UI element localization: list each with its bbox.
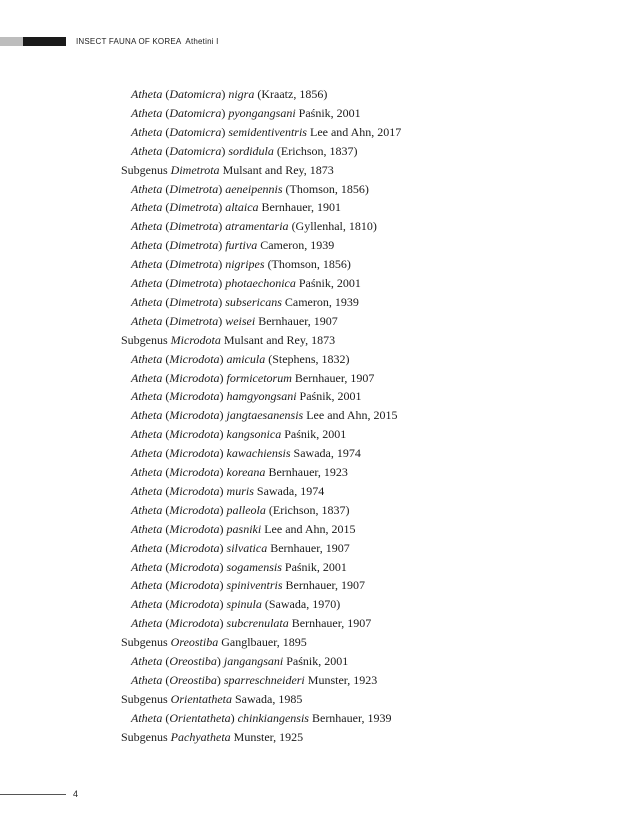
author-citation: Bernhauer, 1901 <box>261 200 342 215</box>
author-citation: Cameron, 1939 <box>284 294 359 309</box>
species-entry: Atheta (Microdota) jangtaesanensis Lee and Ahn, 2015 <box>131 408 398 423</box>
genus-name: Atheta <box>131 654 163 668</box>
subgenus-heading <box>121 333 335 347</box>
species-epithet: nigra <box>228 87 255 101</box>
subgenus-prefix: Subgenus <box>121 729 168 744</box>
subgenus-name: Microdota <box>170 332 221 347</box>
author-citation: Bernhauer, 1907 <box>285 578 366 593</box>
species-epithet: pyongangsani <box>228 105 296 120</box>
subgenus-name: Microdota <box>169 465 220 479</box>
header-black-bar <box>23 37 66 46</box>
genus-name: Atheta <box>131 276 163 290</box>
species-entry: Atheta (Microdota) kangsonica Paśnik, 2001 <box>131 427 347 442</box>
author-citation: (Thomson, 1856) <box>285 181 369 196</box>
genus-name: Atheta <box>131 351 163 366</box>
genus-name: Atheta <box>131 408 163 423</box>
genus-name: Atheta <box>131 521 163 536</box>
author-citation: Lee and Ahn, 2017 <box>309 124 402 139</box>
genus-name: Atheta <box>131 124 163 139</box>
author-citation: Bernhauer, 1907 <box>294 370 375 385</box>
species-epithet: nigripes <box>225 257 265 272</box>
genus-name: Atheta <box>131 143 163 158</box>
subgenus-name: Oreostiba <box>170 635 219 650</box>
species-entry: Atheta (Microdota) amicula (Stephens, 1832) <box>131 351 350 366</box>
subgenus-prefix: Subgenus <box>121 162 168 177</box>
genus-name: Atheta <box>131 465 163 479</box>
species-epithet: palleola <box>226 502 266 517</box>
author-citation: Bernhauer, 1923 <box>268 465 348 479</box>
header-gray-bar <box>0 37 23 46</box>
species-epithet: aeneipennis <box>225 181 283 196</box>
author-citation: Lee and Ahn, 2015 <box>306 408 398 423</box>
species-entry: Atheta (Datomicra) semidentiventris Lee and Ahn, 2017 <box>131 124 402 139</box>
species-entry: Atheta (Microdota) silvatica Bernhauer, 1907 <box>131 540 350 555</box>
species-entry: Atheta (Microdota) muris Sawada, 1974 <box>131 483 325 498</box>
subgenus-name: Dimetrota <box>169 257 219 272</box>
species-epithet: kawachiensis <box>226 446 291 461</box>
author-citation: Bernhauer, 1907 <box>270 540 350 555</box>
subgenus-name: Dimetrota <box>169 219 219 234</box>
species-entry: Atheta (Orientatheta) chinkiangensis Bernhauer, 1939 <box>131 710 392 725</box>
species-epithet: furtiva <box>225 238 258 253</box>
genus-name: Atheta <box>131 616 163 631</box>
subgenus-name: Dimetrota <box>169 276 219 290</box>
author-citation: Lee and Ahn, 2015 <box>264 521 356 536</box>
genus-name: Atheta <box>131 294 163 309</box>
species-entry: Atheta (Dimetrota) photaechonica Paśnik, 2001 <box>131 276 361 290</box>
genus-name: Atheta <box>131 87 163 101</box>
species-entry: Atheta (Microdota) spiniventris Bernhauer, 1907 <box>131 578 366 593</box>
species-entry: Atheta (Dimetrota) furtiva Cameron, 1939 <box>131 238 335 253</box>
genus-name: Atheta <box>131 313 163 328</box>
genus-name: Atheta <box>131 483 163 498</box>
genus-name: Atheta <box>131 427 163 442</box>
subgenus-name: Microdota <box>169 351 220 366</box>
subgenus-name: Dimetrota <box>169 313 219 328</box>
subgenus-name: Microdota <box>169 389 220 404</box>
subgenus-prefix: Subgenus <box>121 635 168 650</box>
genus-name: Atheta <box>131 559 163 574</box>
author-citation: Sawada, 1985 <box>235 691 303 706</box>
genus-name: Atheta <box>131 540 163 555</box>
species-entry: Atheta (Microdota) koreana Bernhauer, 1923 <box>131 465 348 479</box>
subgenus-heading <box>121 692 302 706</box>
species-epithet: sordidula <box>228 143 274 158</box>
author-citation: Paśnik, 2001 <box>298 105 361 120</box>
author-citation: Bernhauer, 1907 <box>291 616 372 631</box>
genus-name: Atheta <box>131 672 163 687</box>
author-citation: Mulsant and Rey, 1873 <box>223 332 336 347</box>
genus-name: Atheta <box>131 389 163 404</box>
species-epithet: sogamensis <box>226 559 282 574</box>
author-citation: Paśnik, 2001 <box>286 654 349 668</box>
subgenus-name: Microdota <box>169 408 220 423</box>
species-epithet: photaechonica <box>225 276 296 290</box>
species-entry: Atheta (Dimetrota) subsericans Cameron, 1939 <box>131 294 359 309</box>
subgenus-name: Datomicra <box>169 87 222 101</box>
header-subtitle: Athetini I <box>185 37 219 46</box>
species-epithet: jangangsani <box>223 654 284 668</box>
author-citation: (Thomson, 1856) <box>267 257 351 272</box>
species-entry: Atheta (Dimetrota) weisei Bernhauer, 1907 <box>131 313 338 328</box>
species-epithet: amicula <box>226 351 266 366</box>
genus-name: Atheta <box>131 502 163 517</box>
species-entry: Atheta (Microdota) hamgyongsani Paśnik, 2001 <box>131 389 362 404</box>
genus-name: Atheta <box>131 181 163 196</box>
species-entry: Atheta (Datomicra) nigra (Kraatz, 1856) <box>131 87 328 101</box>
subgenus-name: Microdota <box>169 502 220 517</box>
species-entry: Atheta (Microdota) palleola (Erichson, 1837) <box>131 502 350 517</box>
species-entry: Atheta (Dimetrota) nigripes (Thomson, 1856) <box>131 257 351 272</box>
subgenus-name: Orientatheta <box>169 710 231 725</box>
subgenus-name: Microdota <box>169 559 220 574</box>
subgenus-name: Dimetrota <box>169 294 219 309</box>
species-epithet: altaica <box>225 200 259 215</box>
species-entry: Atheta (Dimetrota) atramentaria (Gyllenhal, 1810) <box>131 219 377 234</box>
genus-name: Atheta <box>131 219 163 234</box>
species-epithet: atramentaria <box>225 219 289 234</box>
genus-name: Atheta <box>131 446 163 461</box>
genus-name: Atheta <box>131 257 163 272</box>
genus-name: Atheta <box>131 370 163 385</box>
subgenus-prefix: Subgenus <box>121 691 168 706</box>
species-epithet: formicetorum <box>226 370 292 385</box>
author-citation: Mulsant and Rey, 1873 <box>222 162 334 177</box>
species-epithet: chinkiangensis <box>237 710 309 725</box>
subgenus-name: Dimetrota <box>169 238 219 253</box>
subgenus-name: Microdota <box>169 578 220 593</box>
species-epithet: spinula <box>226 597 262 612</box>
author-citation: (Gyllenhal, 1810) <box>291 219 377 234</box>
species-entry: Atheta (Dimetrota) altaica Bernhauer, 1901 <box>131 200 342 215</box>
subgenus-name: Microdota <box>169 616 220 631</box>
species-entry: Atheta (Microdota) pasniki Lee and Ahn, 2015 <box>131 521 356 536</box>
species-entry: Atheta (Datomicra) sordidula (Erichson, 1837) <box>131 143 358 158</box>
genus-name: Atheta <box>131 105 163 120</box>
subgenus-name: Microdota <box>169 597 220 612</box>
species-entry: Atheta (Datomicra) pyongangsani Paśnik, 2001 <box>131 105 361 120</box>
author-citation: Bernhauer, 1939 <box>311 710 392 725</box>
author-citation: Ganglbauer, 1895 <box>221 635 307 650</box>
genus-name: Atheta <box>131 578 163 593</box>
species-epithet: spiniventris <box>226 578 283 593</box>
species-epithet: weisei <box>225 313 256 328</box>
subgenus-name: Microdota <box>169 370 220 385</box>
author-citation: Munster, 1925 <box>233 729 304 744</box>
species-epithet: subcrenulata <box>226 616 289 631</box>
species-entry: Atheta (Microdota) kawachiensis Sawada, 1974 <box>131 446 361 461</box>
subgenus-name: Datomicra <box>169 105 222 120</box>
species-entry: Atheta (Microdota) formicetorum Bernhauer, 1907 <box>131 370 375 385</box>
species-epithet: kangsonica <box>226 427 282 442</box>
subgenus-name: Dimetrota <box>169 200 219 215</box>
subgenus-name: Datomicra <box>169 143 222 158</box>
species-entry: Atheta (Microdota) subcrenulata Bernhauer, 1907 <box>131 616 372 631</box>
species-epithet: muris <box>226 483 254 498</box>
species-entry: Atheta (Dimetrota) aeneipennis (Thomson, 1856) <box>131 181 369 196</box>
subgenus-name: Orientatheta <box>170 691 232 706</box>
species-entry: Atheta (Microdota) sogamensis Paśnik, 2001 <box>131 559 347 574</box>
species-epithet: jangtaesanensis <box>226 408 304 423</box>
subgenus-heading <box>121 635 307 649</box>
running-header <box>76 36 219 47</box>
species-entry: Atheta (Oreostiba) sparreschneideri Munster, 1923 <box>131 672 378 687</box>
species-epithet: silvatica <box>226 540 268 555</box>
subgenus-name: Microdota <box>169 540 220 555</box>
author-citation: (Stephens, 1832) <box>268 351 350 366</box>
subgenus-name: Microdota <box>169 521 220 536</box>
subgenus-name: Dimetrota <box>169 181 219 196</box>
species-entry: Atheta (Oreostiba) jangangsani Paśnik, 2001 <box>131 654 349 668</box>
species-epithet: pasniki <box>226 521 262 536</box>
author-citation: (Erichson, 1837) <box>268 502 350 517</box>
species-entry: Atheta (Microdota) spinula (Sawada, 1970) <box>131 597 341 612</box>
subgenus-name: Oreostiba <box>169 654 217 668</box>
genus-name: Atheta <box>131 200 163 215</box>
subgenus-name: Oreostiba <box>169 672 217 687</box>
subgenus-name: Datomicra <box>169 124 222 139</box>
subgenus-name: Pachyatheta <box>170 729 231 744</box>
subgenus-heading <box>121 163 334 177</box>
page-number: 4 <box>73 789 79 799</box>
genus-name: Atheta <box>131 710 163 725</box>
author-citation: Bernhauer, 1907 <box>258 313 338 328</box>
genus-name: Atheta <box>131 597 163 612</box>
author-citation: Paśnik, 2001 <box>284 427 347 442</box>
subgenus-name: Dimetrota <box>170 162 220 177</box>
subgenus-name: Microdota <box>169 483 220 498</box>
subgenus-name: Microdota <box>169 446 220 461</box>
author-citation: Paśnik, 2001 <box>284 559 347 574</box>
species-epithet: semidentiventris <box>228 124 307 139</box>
species-epithet: sparreschneideri <box>223 672 305 687</box>
author-citation: (Erichson, 1837) <box>276 143 358 158</box>
header-title: INSECT FAUNA OF KOREA <box>76 37 182 46</box>
species-epithet: hamgyongsani <box>226 389 297 404</box>
author-citation: Cameron, 1939 <box>260 238 335 253</box>
subgenus-heading <box>121 730 303 744</box>
author-citation: Sawada, 1974 <box>256 483 325 498</box>
genus-name: Atheta <box>131 238 163 253</box>
author-citation: Paśnik, 2001 <box>299 389 362 404</box>
author-citation: (Sawada, 1970) <box>264 597 341 612</box>
footer-rule <box>0 794 66 795</box>
author-citation: (Kraatz, 1856) <box>257 87 328 101</box>
species-epithet: subsericans <box>225 294 282 309</box>
author-citation: Paśnik, 2001 <box>298 276 361 290</box>
author-citation: Sawada, 1974 <box>293 446 361 461</box>
subgenus-name: Microdota <box>169 427 220 442</box>
author-citation: Munster, 1923 <box>307 672 378 687</box>
species-epithet: koreana <box>226 465 266 479</box>
subgenus-prefix: Subgenus <box>121 332 168 347</box>
